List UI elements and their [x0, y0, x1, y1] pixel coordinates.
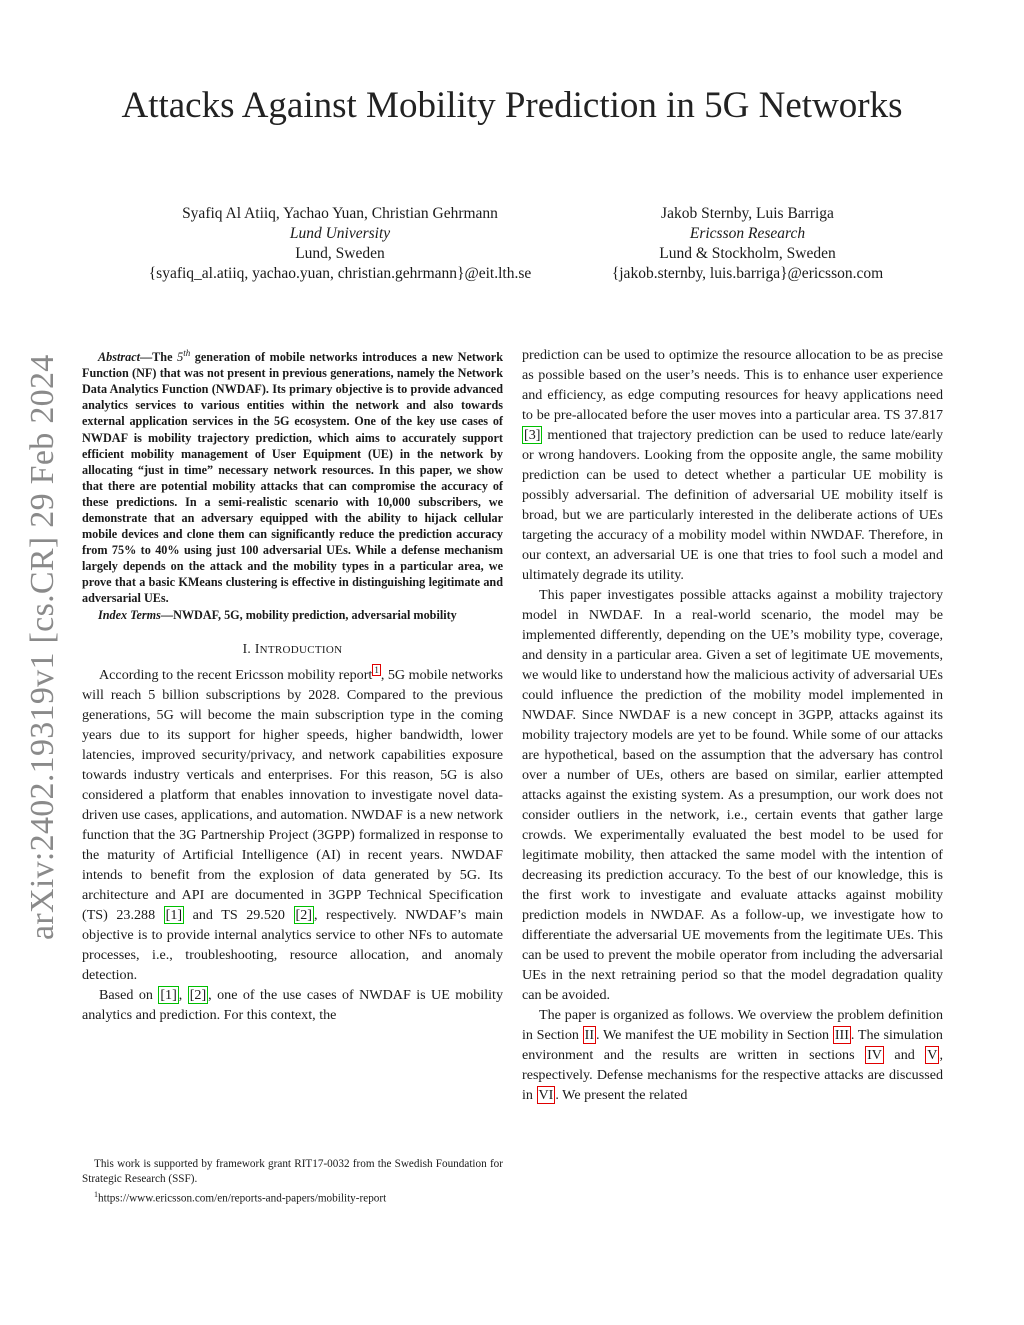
citation-link[interactable]: [2]: [295, 906, 312, 923]
abstract-math-sup: th: [183, 348, 191, 358]
citation-link[interactable]: [1]: [160, 986, 177, 1003]
citation-link[interactable]: [3]: [524, 427, 541, 443]
author-affiliation: Ericsson Research: [689, 225, 806, 242]
author-names: Jakob Sternby, Luis Barriga: [661, 205, 834, 222]
author-email: {jakob.sternby, luis.barriga}@ericsson.com: [611, 265, 884, 282]
funding-footnote: This work is supported by framework grant RIT17-0032 from the Swedish Foundation for Strategic Research (SSF).: [82, 1158, 503, 1185]
arxiv-identifier: arXiv:2402.19319v1 [cs.CR] 29 Feb 2024: [24, 354, 61, 940]
section-link-iii[interactable]: III: [834, 1027, 849, 1043]
author-block-ericsson: [590, 204, 905, 284]
abstract-text: generation of mobile networks introduces a new Network Function (NF) that was not present in previous generations, namely the Network Data Analytics Function (NWDAF). Its primary objective is to provide advanced analytics services to various entities within the network and also towards external application services in the 5G ecosystem. One of the key use cases of NWDAF is mobility trajectory prediction, which aims to accurately support efficient mobility management of User Equipment (UE) in the network by allocating “just in time” necessary network resources. In this paper, we show that there are potential mobility attacks that can compromise the accuracy of these predictions. In a semi-realistic scenario with 10,000 subscribers, we demonstrate that an adversary equipped with the ability to hijack cellular mobile devices and clone them can significantly reduce the prediction accuracy from 75% to 40% using just 100 adversarial UEs. While a defense mechanism largely depends on the attack and the mobility types in a particular area, we prove that a basic KMeans clustering is effective in distinguishing legitimate and adversarial UEs.: [82, 350, 503, 606]
author-location: Lund, Sweden: [295, 245, 385, 262]
section-link-v[interactable]: V: [927, 1047, 938, 1063]
abstract-math-base: 5: [177, 350, 184, 365]
author-email: {syafiq_al.atiiq, yachao.yuan, christian.gehrmann}@eit.lth.se: [148, 265, 532, 282]
footnote-1: $^1$https://www.ericsson.com/en/reports-and-papers/mobility-report: [94, 1190, 387, 1205]
citation-link[interactable]: [1]: [165, 906, 183, 923]
author-names: Syafiq Al Atiiq, Yachao Yuan, Christian Gehrmann: [182, 205, 498, 222]
abstract: Abstract—The 5th generation of mobile networks introduces a new Network Function (NF) that was not present in previous generations, namely the Network Data Analytics Function (NWDAF). Its primary objective is to provide advanced analytics services to various entities within the network and also towards external application services in the 5G ecosystem. One of the key use cases of NWDAF is mobility trajectory prediction, which aims to accurately support efficient mobility management of User Equipment (UE) in the network by allocating “just in time” necessary network resources. In this paper, we show that there are potential mobility attacks that can compromise the accuracy of these predictions. In a semi-realistic scenario with 10,000 subscribers, we demonstrate that an adversary equipped with the ability to hijack cellular mobile devices and clone them can significantly reduce the prediction accuracy from 75% to 40% using just 100 adversarial UEs. While a defense mechanism largely depends on the attack and the mobility types in a particular area, we prove that a basic KMeans clustering is effective in distinguishing legitimate and adversarial UEs.: [82, 348, 503, 606]
intro-paragraph-2: Based on [1] , [2] , one of the use cases of NWDAF is UE mobility analytics and prediction. For this context, the: [82, 986, 503, 1023]
section-link-ii[interactable]: II: [584, 1027, 595, 1043]
author-location: Lund & Stockholm, Sweden: [659, 245, 836, 262]
footnote-url[interactable]: https://www.ericsson.com/en/reports-and-papers/mobility-report: [98, 1192, 387, 1205]
footnote-link-1[interactable]: 1: [374, 664, 379, 675]
right-paragraph-3: The paper is organized as follows. We overview the problem definition in Section II . We manifest the UE mobility in Section III . The simulation environment and the results are written in sections IV and V , respectively. Defense mechanisms for the respective attacks are discussed in VI . We present the related: [522, 1007, 943, 1103]
index-terms-label: Index Terms: [98, 607, 161, 622]
abstract-label: Abstract: [98, 350, 140, 365]
index-terms: [82, 607, 503, 623]
paper-title: Attacks Against Mobility Prediction in 5G Networks: [121, 85, 903, 126]
section-link-iv[interactable]: IV: [867, 1047, 882, 1063]
footnotes: [82, 1157, 503, 1206]
section-link-vi[interactable]: VI: [538, 1087, 554, 1103]
left-column: [82, 345, 503, 1025]
author-block-lund: [120, 204, 560, 284]
author-affiliation: Lund University: [289, 225, 391, 242]
right-paragraph-2: This paper investigates possible attacks against a mobility trajectory model in NWDAF. In a real-world scenario, the model may be implemented differently, depending on the UE’s mobility type, coverage, and density in a particular area. Given a set of legitimate UE movements, we would like to understand how the malicious activity of adversarial UEs could influence the prediction of the mobility model implemented in NWDAF. Since NWDAF is a new concept in 3GPP, attacks against its mobility trajectory models are yet to be found. While some of our attacks are hypothetical, based on the assumption that the adversary has control over a number of UEs, others are based on similar, earlier attempted attacks against the existing system. As a presumption, our work does not consider outliers in the network, i.e., certain events that gather large crowds. We experimentally evaluated the best model to be used for legitimate mobility, then attacked the same model with the intention of decreasing its prediction accuracy. To the best of our knowledge, this is the first work to investigate and evaluate attacks against mobility prediction models in NWDAF. As a follow-up, we investigate how to differentiate the adversarial UE movements from the legitimate UEs. This can be used to prevent the mobile operator from including the adversarial UEs in the next retraining period so that the model degradation quality can be avoided.: [522, 587, 943, 1003]
citation-link[interactable]: [2]: [189, 986, 207, 1003]
section-heading-introduction: I. INTRODUCTION: [242, 640, 343, 656]
intro-paragraph-1: According to the recent Ericsson mobility report $^1$ , 5G mobile networks will reach 5 billion subscriptions by 2028. Compared to the previous generations, 5G will become the main subscription type in the coming years due to its support for higher speeds, higher bandwidth, lower latencies, improved security/privacy, and network capabilities exposure towards industry verticals and enterprises. For this reason, 5G is also considered a platform that enables innovation to investigate novel data-driven use cases, applications, and automation. NWDAF is a new network function that the 3G Partnership Project (3GPP) formalized in response to the maturity of Artificial Intelligence (AI) in recent years. NWDAF intends to benefit from the explosion of data generated by 5G. Its architecture and API are documented in 3GPP Technical Specification (TS) 23.288 [1] and TS 29.520 [2] , respectively. NWDAF’s main objective is to provide internal analytics service to other NFs to automate processes, i.e., troubleshooting, resource allocation, and anomaly detection.: [82, 664, 504, 983]
right-paragraph-1: prediction can be used to optimize the resource allocation to be as precise as possible based on the user’s needs. This is to enhance user experience and efficiency, as edge computing resources for heavy applications need to be pre-allocated before the user moves into a particular area. TS 37.817 [3] mentioned that trajectory prediction can be used to reduce late/early or wrong handovers. Looking from the opposite angle, the same mobility prediction can be used to detect whether a particular UE mobility is possibly adversarial. The definition of adversarial UE mobility itself is broad, but we are particularly interested in the deliberate actions of UEs targeting the accuracy of a mobility model within NWDAF. Therefore, in our context, an adversarial UE is one that tries to fool such a model and ultimately degrade its utility.: [522, 347, 943, 583]
index-terms-text: —NWDAF, 5G, mobility prediction, adversarial mobility: [160, 607, 457, 622]
right-column: [522, 345, 943, 1105]
